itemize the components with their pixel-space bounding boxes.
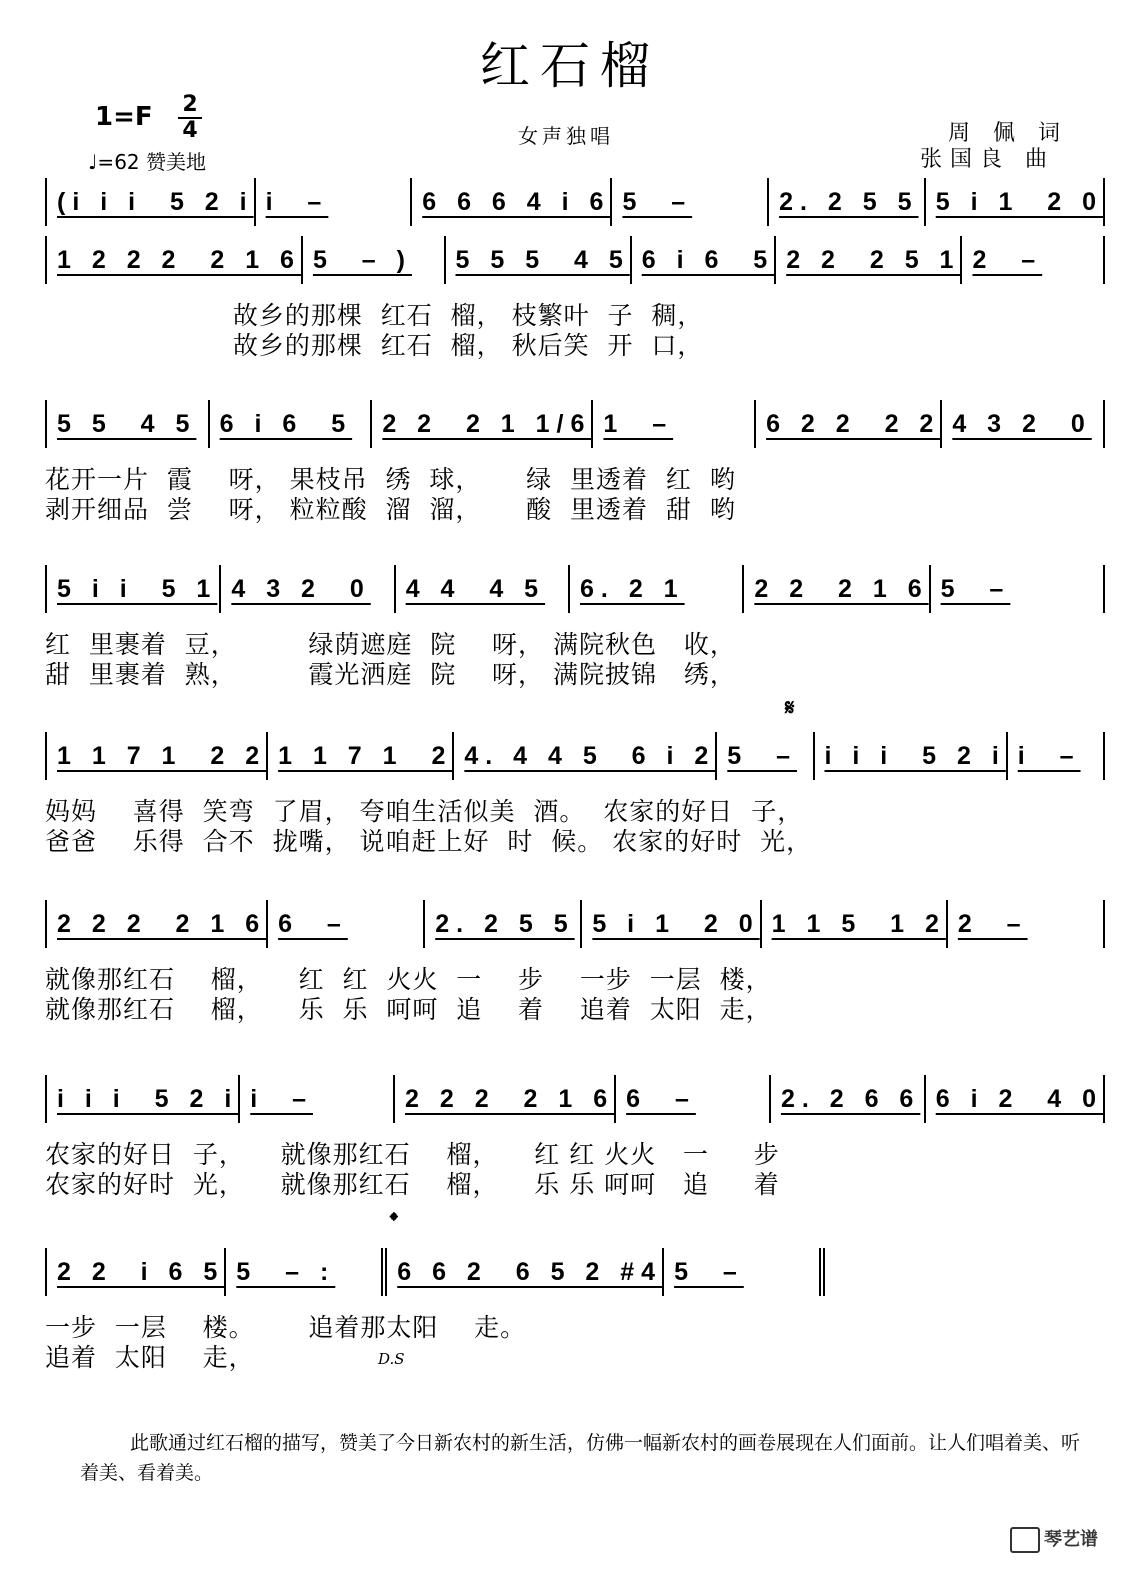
measure: 5 – <box>931 565 1105 613</box>
beam-line <box>45 272 1105 277</box>
measure: i – <box>240 1075 395 1123</box>
lyrics-line-1: 一步 一层 楼。 追着那太阳 走。 <box>45 1313 527 1342</box>
lyrics-line-1: 故乡的那棵 红石 榴， 枝繁叶 子 稠， <box>45 301 704 330</box>
measure: 2 2 2 5 1 <box>776 236 962 284</box>
measure: 4. 4 4 5 6 i 2 <box>454 732 717 780</box>
lyrics-line-1: 妈妈 喜得 笑弯 了眉， 夸咱生活似美 酒。 农家的好日 子， <box>45 797 804 826</box>
lyrics-line-1: 就像那红石 榴， 红 红 火火 一 步 一步 一层 楼， <box>45 965 772 994</box>
lyrics-line-2: 故乡的那棵 红石 榴， 秋后笑 开 口， <box>45 331 704 360</box>
measure: 4 3 2 0 <box>942 400 1105 448</box>
measure: 6 i 2 4 0 <box>926 1075 1105 1123</box>
measure: 6 2 2 2 2 <box>756 400 942 448</box>
lyrics-line-1: 红 里裹着 豆， 绿荫遮庭 院 呀， 满院秋色 收， <box>45 630 736 659</box>
measure: 6 i 6 5 <box>210 400 373 448</box>
measure: i i i 5 2 i <box>815 732 1008 780</box>
measure: 2 2 2 1 1/6 <box>372 400 593 448</box>
measure: 6 – <box>616 1075 771 1123</box>
measure: 6 6 2 6 5 2 #4 <box>387 1248 664 1296</box>
lyrics-line-2: 追着 太阳 走， <box>45 1343 255 1372</box>
measure: (i i i 5 2 i <box>45 178 256 226</box>
measure: 2. 2 5 5 <box>425 900 582 948</box>
beam-line <box>45 768 1105 773</box>
ds-marking: D.S <box>378 1350 405 1368</box>
measure: 1 – <box>593 400 756 448</box>
measure: i i i 5 2 i <box>45 1075 240 1123</box>
measure: 4 3 2 0 <box>221 565 395 613</box>
measure: 1 1 7 1 2 2 <box>45 732 268 780</box>
lyrics-line-2: 剥开细品 尝 呀， 粒粒酸 溜 溜， 酸 里透着 甜 哟 <box>45 495 736 524</box>
measure: 6. 2 1 <box>570 565 744 613</box>
lyrics-line-2: 甜 里裹着 熟， 霞光洒庭 院 呀， 满院披锦 绣， <box>45 660 736 689</box>
beam-line <box>45 936 1105 941</box>
measure: 2 – <box>948 900 1105 948</box>
beam-line <box>45 436 1105 441</box>
measure: 2 2 2 2 1 6 <box>45 900 268 948</box>
measure: 5 – <box>612 178 769 226</box>
measure: 1 2 2 2 2 1 6 <box>45 236 303 284</box>
measure: 6 6 6 4 i 6 <box>412 178 612 226</box>
measure: 5 – <box>664 1248 825 1296</box>
beam-line <box>45 1111 1105 1116</box>
lyrics-line-2: 农家的好时 光， 就像那红石 榴， 乐 乐 呵呵 追 着 <box>45 1170 780 1199</box>
measure: i – <box>256 178 413 226</box>
song-description: 此歌通过红石榴的描写，赞美了今日新农村的新生活，仿佛一幅新农村的画卷展现在人们面前。让人们唱着美、听着美、看着美。 <box>80 1432 1081 1484</box>
measure: 2 2 2 2 1 6 <box>395 1075 616 1123</box>
lyrics-line-2: 爸爸 乐得 合不 拢嘴， 说咱赶上好 时 候。 农家的好时 光， <box>45 827 813 856</box>
measure: 1 1 5 1 2 <box>762 900 948 948</box>
coda-sign: 𝄌 <box>390 1208 398 1234</box>
time-top: 2 <box>182 92 198 117</box>
voice-type: 女声独唱 <box>518 124 614 148</box>
measure: 2 – <box>962 236 1105 284</box>
measure: 5 – <box>717 732 814 780</box>
tempo-marking: ♩=62 赞美地 <box>88 150 206 174</box>
song-title: 红石榴 <box>480 37 660 95</box>
site-logo: 琴艺谱 <box>1010 1525 1098 1553</box>
segno-sign: 𝄋 <box>785 695 795 721</box>
measure: 5 i 1 2 0 <box>926 178 1105 226</box>
measure: 5 – : <box>226 1248 387 1296</box>
measure: 6 i 6 5 <box>632 236 776 284</box>
measure: 2 2 2 1 6 <box>744 565 930 613</box>
measure: 2 2 i 6 5 <box>45 1248 226 1296</box>
measure: 1 1 7 1 2 <box>268 732 454 780</box>
measure: 2. 2 5 5 <box>769 178 926 226</box>
time-signature <box>178 94 202 142</box>
lyrics-line-2: 就像那红石 榴， 乐 乐 呵呵 追 着 追着 太阳 走， <box>45 995 772 1024</box>
measure: 6 – <box>268 900 425 948</box>
measure: 5 – ) <box>303 236 446 284</box>
beam-line <box>45 601 1105 606</box>
measure: 5 i 1 2 0 <box>582 900 761 948</box>
measure: 5 i i 5 1 <box>45 565 221 613</box>
measure: 5 5 5 4 5 <box>446 236 632 284</box>
measure: 4 4 4 5 <box>396 565 570 613</box>
logo-mark-icon <box>1010 1527 1040 1553</box>
lyrics-line-1: 农家的好日 子， 就像那红石 榴， 红 红 火火 一 步 <box>45 1140 780 1169</box>
lyrics-line-1: 花开一片 霞 呀， 果枝吊 绣 球， 绿 里透着 红 哟 <box>45 465 736 494</box>
beam-line <box>45 1284 825 1289</box>
lyricist: 周 佩 词 <box>948 121 1068 146</box>
time-bottom: 4 <box>182 118 198 143</box>
measure: 5 5 4 5 <box>45 400 210 448</box>
composer: 张国良 曲 <box>920 147 1055 172</box>
key-signature: 1=F <box>95 102 153 132</box>
measure: i – <box>1008 732 1105 780</box>
beam-line <box>45 214 1105 219</box>
measure: 2. 2 6 6 <box>771 1075 926 1123</box>
